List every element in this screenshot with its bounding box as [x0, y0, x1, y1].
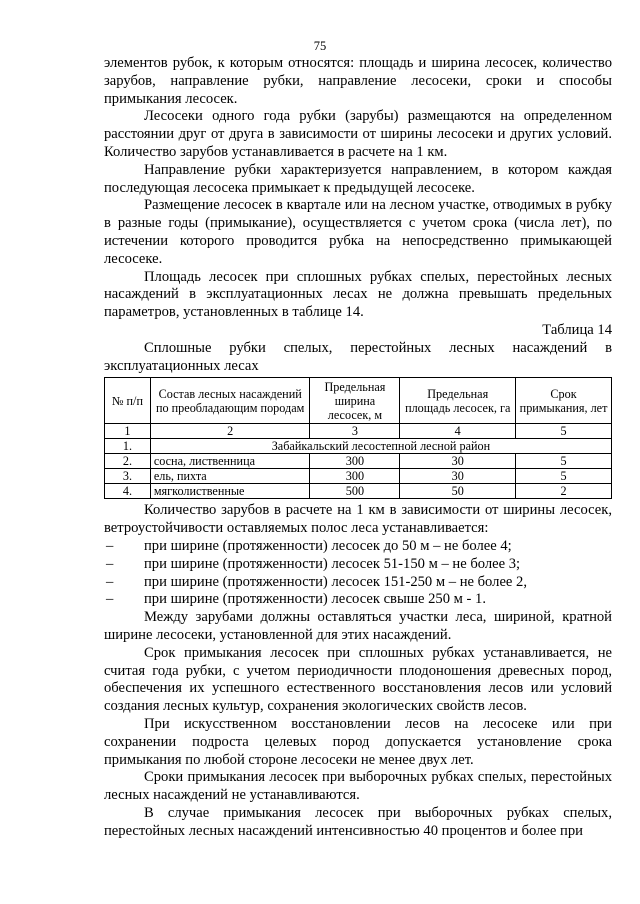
- table-caption: Сплошные рубки спелых, перестойных лесных насаждений в эксплуатационных лесах: [104, 339, 612, 374]
- list-item-text: при ширине (протяженности) лесосек 151-250 м – не более 2,: [144, 573, 527, 590]
- list-item-text: при ширине (протяженности) лесосек до 50 м – не более 4;: [144, 537, 512, 554]
- table-cell: 300: [310, 454, 400, 469]
- paragraph: Лесосеки одного года рубки (зарубы) размещаются на определенном расстоянии друг от друга в зависимости от ширины лесосеки и других условий. Количество зарубов устанавливается в расчете на 1 км.: [104, 108, 612, 160]
- table-cell: 4.: [105, 484, 151, 499]
- table-cell: 2.: [105, 454, 151, 469]
- paragraph: Срок примыкания лесосек при сплошных рубках устанавливается, не считая года рубки, с учетом периодичности плодоношения древесных пород, обеспечения их успешного естественного восстановления лесов или условий создания лесных культур, сохранения экологических свойств лесов.: [104, 644, 612, 715]
- page-content: [104, 55, 612, 840]
- table-header-cell: № п/п: [105, 378, 151, 424]
- list-item: [104, 591, 612, 609]
- table-row: [105, 484, 612, 499]
- table-column-numbers-row: [105, 424, 612, 439]
- table-header-cell: Предельная площадь лесосек, га: [400, 378, 516, 424]
- table-header-row: [105, 378, 612, 424]
- table-cell: 50: [400, 484, 516, 499]
- paragraph: Направление рубки характеризуется направлением, в котором каждая последующая лесосека примыкает к предыдущей лесосеке.: [104, 161, 612, 196]
- table-cell: мягколиственные: [150, 484, 310, 499]
- table-header-cell: Предельная ширина лесосек, м: [310, 378, 400, 424]
- paragraph: Количество зарубов в расчете на 1 км в зависимости от ширины лесосек, ветроустойчивости оставляемых полос леса устанавливается:: [104, 502, 612, 537]
- paragraph: Между зарубами должны оставляться участки леса, шириной, кратной ширине лесосеки, установленной для этих насаждений.: [104, 609, 612, 643]
- table-cell: сосна, лиственница: [150, 454, 310, 469]
- table-region-row: [105, 439, 612, 454]
- table-cell: 1: [105, 424, 151, 439]
- table-header-cell: Срок примыкания, лет: [516, 378, 612, 424]
- list-dash: –: [106, 573, 114, 590]
- list-item: [104, 556, 612, 574]
- list-item: [104, 538, 612, 556]
- table-cell: 5: [516, 454, 612, 469]
- table-cell: 2: [516, 484, 612, 499]
- table-cell: ель, пихта: [150, 469, 310, 484]
- paragraph: Размещение лесосек в квартале или на лесном участке, отводимых в рубку в разные годы (примыкание), осуществляется с учетом срока (числа лет), по истечении которого проводится рубка на непосредственно примыкающей лесосеке.: [104, 197, 612, 267]
- list-item-text: при ширине (протяженности) лесосек 51-150 м – не более 3;: [144, 555, 521, 572]
- paragraph: В случае примыкания лесосек при выборочных рубках спелых, перестойных лесных насаждений интенсивностью 40 процентов и более при: [104, 804, 612, 839]
- page-number: 75: [313, 39, 327, 53]
- list-dash: –: [106, 555, 114, 572]
- paragraph-continuation: элементов рубок, к которым относятся: площадь и ширина лесосек, количество зарубов, направление рубки, направление лесосеки, сроки и способы примыкания лесосек.: [104, 55, 612, 107]
- table-cell: 5: [516, 469, 612, 484]
- table-cell: 4: [400, 424, 516, 439]
- table-14: [104, 377, 612, 499]
- table-cell: 30: [400, 454, 516, 469]
- table-cell: 30: [400, 469, 516, 484]
- table-cell: 500: [310, 484, 400, 499]
- list-item-text: при ширине (протяженности) лесосек свыше 250 м - 1.: [144, 591, 486, 608]
- table-cell: 3.: [105, 469, 151, 484]
- table-region-cell: Забайкальский лесостепной лесной район: [150, 439, 611, 454]
- table-row: [105, 454, 612, 469]
- table-cell: 2: [150, 424, 310, 439]
- table-cell: 3: [310, 424, 400, 439]
- paragraph: Площадь лесосек при сплошных рубках спелых, перестойных лесных насаждений в эксплуатационных лесах не должна превышать предельных параметров, установленных в таблице 14.: [104, 268, 612, 321]
- table-header-cell: Состав лесных насаждений по преобладающим породам: [150, 378, 310, 424]
- list-item: [104, 574, 612, 592]
- paragraph: Сроки примыкания лесосек при выборочных рубках спелых, перестойных лесных насаждений не устанавливаются.: [104, 769, 612, 804]
- table-label: Таблица 14: [542, 321, 612, 338]
- table-cell: 5: [516, 424, 612, 439]
- table-row: [105, 469, 612, 484]
- table-cell: 300: [310, 469, 400, 484]
- list-dash: –: [106, 591, 114, 608]
- paragraph: При искусственном восстановлении лесов на лесосеке или при сохранении подроста целевых пород допускается установление срока примыкания по любой стороне лесосеки не менее двух лет.: [104, 715, 612, 768]
- list-dash: –: [106, 537, 114, 554]
- table-cell: 1.: [105, 439, 151, 454]
